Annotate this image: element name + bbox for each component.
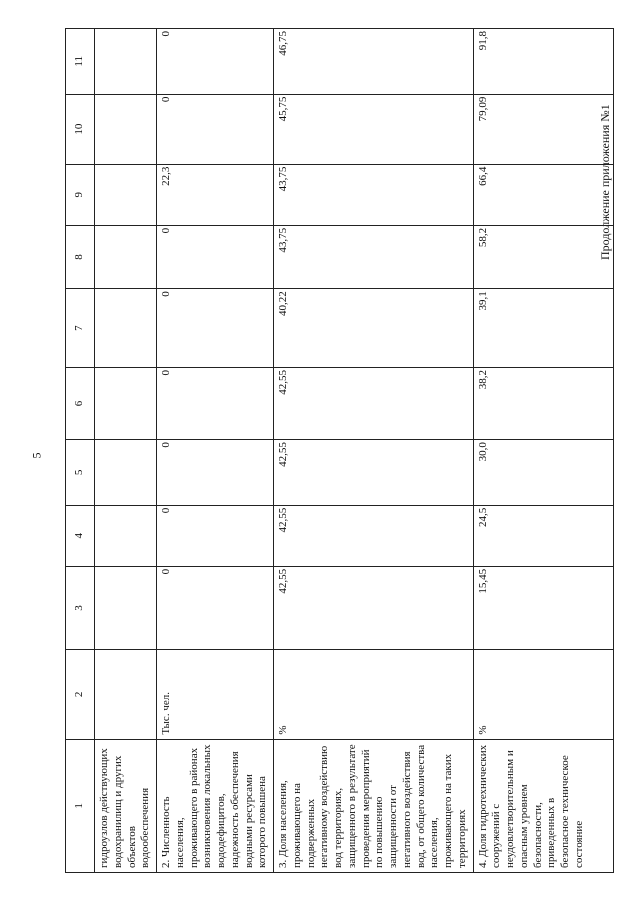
value-cell: 39,1: [473, 289, 613, 368]
value-cell: 42,55: [274, 566, 474, 649]
value-cell: 24,5: [473, 505, 613, 566]
indicators-table: [65, 28, 614, 873]
value-cell: 0: [157, 505, 274, 566]
header-cell: 3: [66, 566, 95, 649]
value-cell: 42,55: [274, 367, 474, 439]
appendix-title-text: Продолжение приложения №1: [598, 104, 612, 260]
value-cell: [95, 225, 157, 288]
header-cell: 6: [66, 367, 95, 439]
value-cell: 43,75: [274, 225, 474, 288]
value-cell: 66,4: [473, 164, 613, 225]
rotated-table-container: [65, 28, 587, 873]
value-cell: 91,8: [473, 29, 613, 95]
header-cell: 2: [66, 649, 95, 739]
table-row: [95, 29, 157, 873]
value-cell: 0: [157, 289, 274, 368]
value-cell: [95, 29, 157, 95]
header-cell: 4: [66, 505, 95, 566]
unit-cell: %: [274, 649, 474, 739]
header-cell: 10: [66, 94, 95, 164]
value-cell: 46,75: [274, 29, 474, 95]
value-cell: 42,55: [274, 440, 474, 506]
value-cell: 0: [157, 94, 274, 164]
value-cell: [95, 94, 157, 164]
table-row: [274, 29, 474, 873]
indicator-name-cell: 4. Доля гидротехнических сооружений с неудовлетворительным и опасным уровнем безопасности, приведенных в безопасное техническое состояние: [473, 739, 613, 872]
value-cell: [95, 440, 157, 506]
value-cell: 45,75: [274, 94, 474, 164]
unit-cell: %: [473, 649, 613, 739]
unit-cell: Тыс. чел.: [157, 649, 274, 739]
header-row: [66, 29, 95, 873]
value-cell: 30,0: [473, 440, 613, 506]
value-cell: [95, 566, 157, 649]
value-cell: 0: [157, 29, 274, 95]
value-cell: [95, 367, 157, 439]
value-cell: [95, 164, 157, 225]
header-cell: 7: [66, 289, 95, 368]
indicator-name-cell: гидроузлов действующих водохранилищ и других объектов водообеспечения: [95, 739, 157, 872]
header-cell: 11: [66, 29, 95, 95]
value-cell: 40,22: [274, 289, 474, 368]
indicator-name-cell: 2. Численность населения, проживающего в районах возникновения локальных вододефицитов, надежность обеспечения водными ресурсами которого повышена: [157, 739, 274, 872]
unit-cell: [95, 649, 157, 739]
value-cell: 58,2: [473, 225, 613, 288]
header-cell: 8: [66, 225, 95, 288]
table-row: [157, 29, 274, 873]
value-cell: [95, 505, 157, 566]
value-cell: 0: [157, 225, 274, 288]
value-cell: 0: [157, 440, 274, 506]
value-cell: 0: [157, 367, 274, 439]
page-number: 5: [29, 452, 44, 459]
value-cell: [95, 289, 157, 368]
indicator-name-cell: 3. Доля населения, проживающего на подверженных негативному воздействию вод территориях, защищенного в результате проведения мероприятий по повышению защищенности от негативного воздействия вод, от общего количества населения, проживающего на таких территориях: [274, 739, 474, 872]
value-cell: 43,75: [274, 164, 474, 225]
value-cell: 15,45: [473, 566, 613, 649]
header-cell: 9: [66, 164, 95, 225]
value-cell: 38,2: [473, 367, 613, 439]
value-cell: 0: [157, 566, 274, 649]
value-cell: 42,55: [274, 505, 474, 566]
value-cell: 22,3: [157, 164, 274, 225]
table-row: [473, 29, 613, 873]
header-cell: 1: [66, 739, 95, 872]
value-cell: 79,09: [473, 94, 613, 164]
header-cell: 5: [66, 440, 95, 506]
